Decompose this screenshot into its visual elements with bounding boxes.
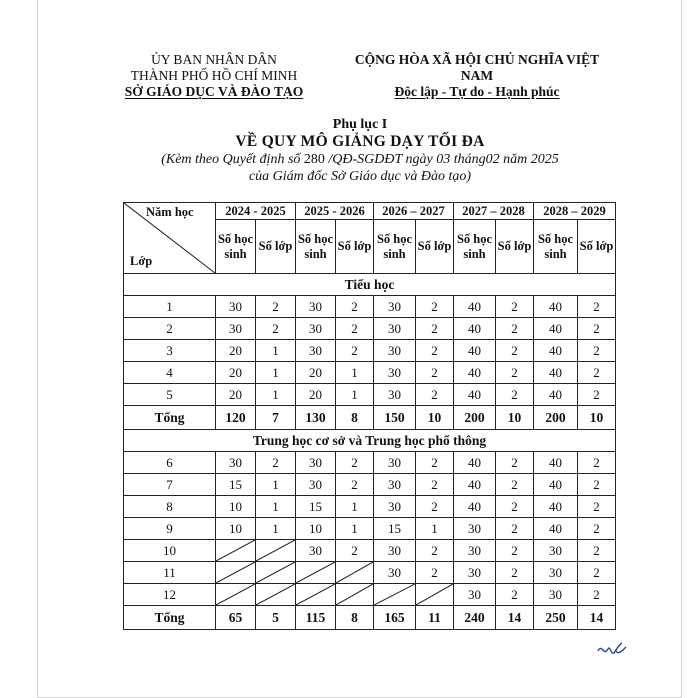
classes-subheader: Số lớp (496, 220, 534, 274)
classes-cell: 2 (578, 496, 616, 518)
grade-cell: 10 (124, 540, 216, 562)
students-cell: 40 (454, 384, 496, 406)
classes-cell: 1 (256, 340, 296, 362)
students-subheader: Số học sinh (374, 220, 416, 274)
students-subheader: Số học sinh (534, 220, 578, 274)
students-cell: 10 (216, 518, 256, 540)
students-cell: 20 (216, 340, 256, 362)
classes-cell: 2 (416, 540, 454, 562)
students-cell: 20 (296, 362, 336, 384)
classes-cell: 2 (496, 562, 534, 584)
year-header-row (124, 203, 616, 220)
classes-cell: 2 (578, 384, 616, 406)
total-row (124, 606, 616, 630)
corner-header (124, 203, 216, 274)
students-cell: 30 (374, 474, 416, 496)
classes-cell: 2 (496, 318, 534, 340)
not-applicable-cell (336, 584, 374, 606)
issuer-line-2: THÀNH PHỐ HỒ CHÍ MINH (130, 68, 298, 83)
total-cell: 5 (256, 606, 296, 630)
total-cell: 8 (336, 406, 374, 430)
total-cell: 165 (374, 606, 416, 630)
classes-cell: 2 (416, 384, 454, 406)
classes-cell: 2 (336, 296, 374, 318)
national-header (338, 52, 616, 100)
total-cell: 65 (216, 606, 256, 630)
classes-cell: 2 (578, 474, 616, 496)
classes-cell: 2 (496, 584, 534, 606)
students-subheader: Số học sinh (216, 220, 256, 274)
students-subheader: Số học sinh (296, 220, 336, 274)
grade-cell: 9 (124, 518, 216, 540)
students-cell: 40 (534, 340, 578, 362)
classes-cell: 2 (416, 318, 454, 340)
school-year-label: Năm học (146, 205, 194, 219)
classes-cell: 2 (256, 452, 296, 474)
students-cell: 30 (454, 518, 496, 540)
not-applicable-cell (374, 584, 416, 606)
table-row (124, 452, 616, 474)
issuer-line-1: ỦY BAN NHÂN DÂN (151, 52, 277, 67)
students-subheader: Số học sinh (454, 220, 496, 274)
total-cell: 10 (496, 406, 534, 430)
students-cell: 40 (454, 296, 496, 318)
issuer-department: SỞ GIÁO DỤC VÀ ĐÀO TẠO (124, 84, 304, 99)
students-cell: 40 (534, 474, 578, 496)
students-cell: 40 (534, 496, 578, 518)
classes-cell: 2 (496, 452, 534, 474)
students-cell: 30 (296, 452, 336, 474)
students-cell: 40 (454, 474, 496, 496)
classes-cell: 2 (496, 362, 534, 384)
classes-subheader: Số lớp (256, 220, 296, 274)
grade-cell: 7 (124, 474, 216, 496)
section-primary: Tiểu học (124, 274, 616, 296)
classes-cell: 2 (416, 562, 454, 584)
students-cell: 40 (454, 452, 496, 474)
appendix-title: VỀ QUY MÔ GIẢNG DẠY TỐI ĐA (235, 133, 485, 150)
classes-cell: 2 (336, 540, 374, 562)
students-cell: 30 (374, 318, 416, 340)
grade-cell: 4 (124, 362, 216, 384)
classes-cell: 1 (256, 384, 296, 406)
classes-cell: 1 (336, 496, 374, 518)
total-cell: 14 (578, 606, 616, 630)
total-cell: 10 (416, 406, 454, 430)
classes-cell: 2 (336, 318, 374, 340)
classes-cell: 2 (496, 340, 534, 362)
classes-cell: 2 (578, 584, 616, 606)
students-cell: 40 (534, 518, 578, 540)
table-row (124, 562, 616, 584)
students-cell: 40 (534, 362, 578, 384)
students-cell: 15 (216, 474, 256, 496)
total-cell: 8 (336, 606, 374, 630)
quota-table (123, 202, 616, 630)
classes-cell: 2 (496, 518, 534, 540)
students-cell: 30 (216, 452, 256, 474)
total-cell: 130 (296, 406, 336, 430)
classes-cell: 1 (256, 496, 296, 518)
not-applicable-cell (256, 584, 296, 606)
not-applicable-cell (216, 540, 256, 562)
national-title: CỘNG HÒA XÃ HỘI CHỦ NGHĨA VIỆT NAM (354, 52, 600, 83)
grade-label: Lớp (130, 254, 153, 268)
students-cell: 40 (534, 384, 578, 406)
students-cell: 30 (454, 540, 496, 562)
table-row (124, 340, 616, 362)
students-cell: 30 (374, 362, 416, 384)
grade-cell: 6 (124, 452, 216, 474)
not-applicable-cell (256, 540, 296, 562)
students-cell: 30 (296, 318, 336, 340)
students-cell: 30 (534, 562, 578, 584)
students-cell: 30 (534, 584, 578, 606)
total-cell: 250 (534, 606, 578, 630)
students-cell: 30 (374, 296, 416, 318)
students-cell: 40 (454, 496, 496, 518)
classes-cell: 2 (336, 340, 374, 362)
students-cell: 40 (454, 340, 496, 362)
year-header: 2026 – 2027 (374, 203, 454, 220)
not-applicable-cell (416, 584, 454, 606)
not-applicable-cell (296, 584, 336, 606)
students-cell: 15 (296, 496, 336, 518)
classes-cell: 2 (416, 340, 454, 362)
signature-mark (596, 637, 628, 663)
students-cell: 20 (216, 362, 256, 384)
students-cell: 30 (454, 562, 496, 584)
grade-cell: 3 (124, 340, 216, 362)
classes-subheader: Số lớp (578, 220, 616, 274)
year-header: 2027 – 2028 (454, 203, 534, 220)
total-cell: 10 (578, 406, 616, 430)
classes-cell: 2 (496, 496, 534, 518)
grade-cell: 1 (124, 296, 216, 318)
appendix-label: Phụ lục I (332, 117, 388, 132)
students-cell: 30 (534, 540, 578, 562)
classes-cell: 2 (416, 452, 454, 474)
students-cell: 30 (374, 540, 416, 562)
total-label: Tổng (124, 606, 216, 630)
classes-cell: 2 (256, 296, 296, 318)
table-row (124, 496, 616, 518)
section-primary-row (124, 274, 616, 296)
classes-cell: 1 (256, 362, 296, 384)
classes-cell: 2 (496, 474, 534, 496)
students-cell: 30 (296, 340, 336, 362)
grade-cell: 8 (124, 496, 216, 518)
table-row (124, 384, 616, 406)
total-cell: 200 (534, 406, 578, 430)
grade-cell: 11 (124, 562, 216, 584)
students-cell: 30 (296, 540, 336, 562)
not-applicable-cell (256, 562, 296, 584)
classes-cell: 2 (496, 296, 534, 318)
table-row (124, 540, 616, 562)
not-applicable-cell (216, 584, 256, 606)
classes-cell: 1 (336, 362, 374, 384)
classes-subheader: Số lớp (416, 220, 454, 274)
grade-cell: 12 (124, 584, 216, 606)
classes-cell: 2 (578, 318, 616, 340)
classes-cell: 2 (416, 474, 454, 496)
students-cell: 40 (454, 362, 496, 384)
total-cell: 115 (296, 606, 336, 630)
students-cell: 30 (296, 296, 336, 318)
total-row (124, 406, 616, 430)
grade-cell: 2 (124, 318, 216, 340)
classes-cell: 2 (416, 296, 454, 318)
table-row (124, 474, 616, 496)
students-cell: 40 (534, 296, 578, 318)
total-label: Tổng (124, 406, 216, 430)
classes-cell: 2 (256, 318, 296, 340)
total-cell: 7 (256, 406, 296, 430)
table-row (124, 518, 616, 540)
classes-cell: 2 (578, 540, 616, 562)
classes-cell: 1 (336, 518, 374, 540)
classes-cell: 2 (578, 518, 616, 540)
table-row (124, 584, 616, 606)
classes-cell: 1 (336, 384, 374, 406)
classes-cell: 2 (578, 562, 616, 584)
total-cell: 11 (416, 606, 454, 630)
classes-cell: 1 (256, 518, 296, 540)
table-row (124, 296, 616, 318)
grade-cell: 5 (124, 384, 216, 406)
students-cell: 40 (454, 318, 496, 340)
classes-cell: 1 (416, 518, 454, 540)
classes-subheader: Số lớp (336, 220, 374, 274)
classes-cell: 2 (578, 296, 616, 318)
classes-cell: 2 (578, 452, 616, 474)
classes-cell: 2 (496, 540, 534, 562)
not-applicable-cell (216, 562, 256, 584)
year-header: 2024 - 2025 (216, 203, 296, 220)
year-header: 2028 – 2029 (534, 203, 616, 220)
classes-cell: 2 (416, 362, 454, 384)
classes-cell: 2 (578, 340, 616, 362)
table-row (124, 362, 616, 384)
students-cell: 30 (216, 318, 256, 340)
students-cell: 30 (374, 562, 416, 584)
national-motto: Độc lập - Tự do - Hạnh phúc (394, 84, 560, 99)
students-cell: 40 (534, 318, 578, 340)
total-cell: 14 (496, 606, 534, 630)
table-row (124, 318, 616, 340)
students-cell: 40 (534, 452, 578, 474)
classes-cell: 1 (256, 474, 296, 496)
document-title (100, 116, 620, 185)
classes-cell: 2 (336, 452, 374, 474)
total-cell: 240 (454, 606, 496, 630)
students-cell: 30 (374, 340, 416, 362)
not-applicable-cell (296, 562, 336, 584)
section-secondary: Trung học cơ sở và Trung học phổ thông (124, 430, 616, 452)
students-cell: 10 (296, 518, 336, 540)
students-cell: 30 (216, 296, 256, 318)
students-cell: 15 (374, 518, 416, 540)
total-cell: 150 (374, 406, 416, 430)
students-cell: 20 (296, 384, 336, 406)
total-cell: 120 (216, 406, 256, 430)
students-cell: 10 (216, 496, 256, 518)
students-cell: 30 (374, 384, 416, 406)
decision-reference: (Kèm theo Quyết định số 280 /QĐ-SGDĐT ngày 03 tháng02 năm 2025 (161, 152, 559, 167)
total-cell: 200 (454, 406, 496, 430)
students-cell: 30 (374, 496, 416, 518)
issuer-block (104, 52, 324, 100)
decision-issuer: của Giám đốc Sở Giáo dục và Đào tạo) (248, 169, 472, 184)
classes-cell: 2 (416, 496, 454, 518)
section-secondary-row (124, 430, 616, 452)
students-cell: 30 (454, 584, 496, 606)
year-header: 2025 - 2026 (296, 203, 374, 220)
classes-cell: 2 (496, 384, 534, 406)
students-cell: 30 (374, 452, 416, 474)
classes-cell: 2 (578, 362, 616, 384)
students-cell: 20 (216, 384, 256, 406)
students-cell: 30 (296, 474, 336, 496)
not-applicable-cell (336, 562, 374, 584)
classes-cell: 2 (336, 474, 374, 496)
